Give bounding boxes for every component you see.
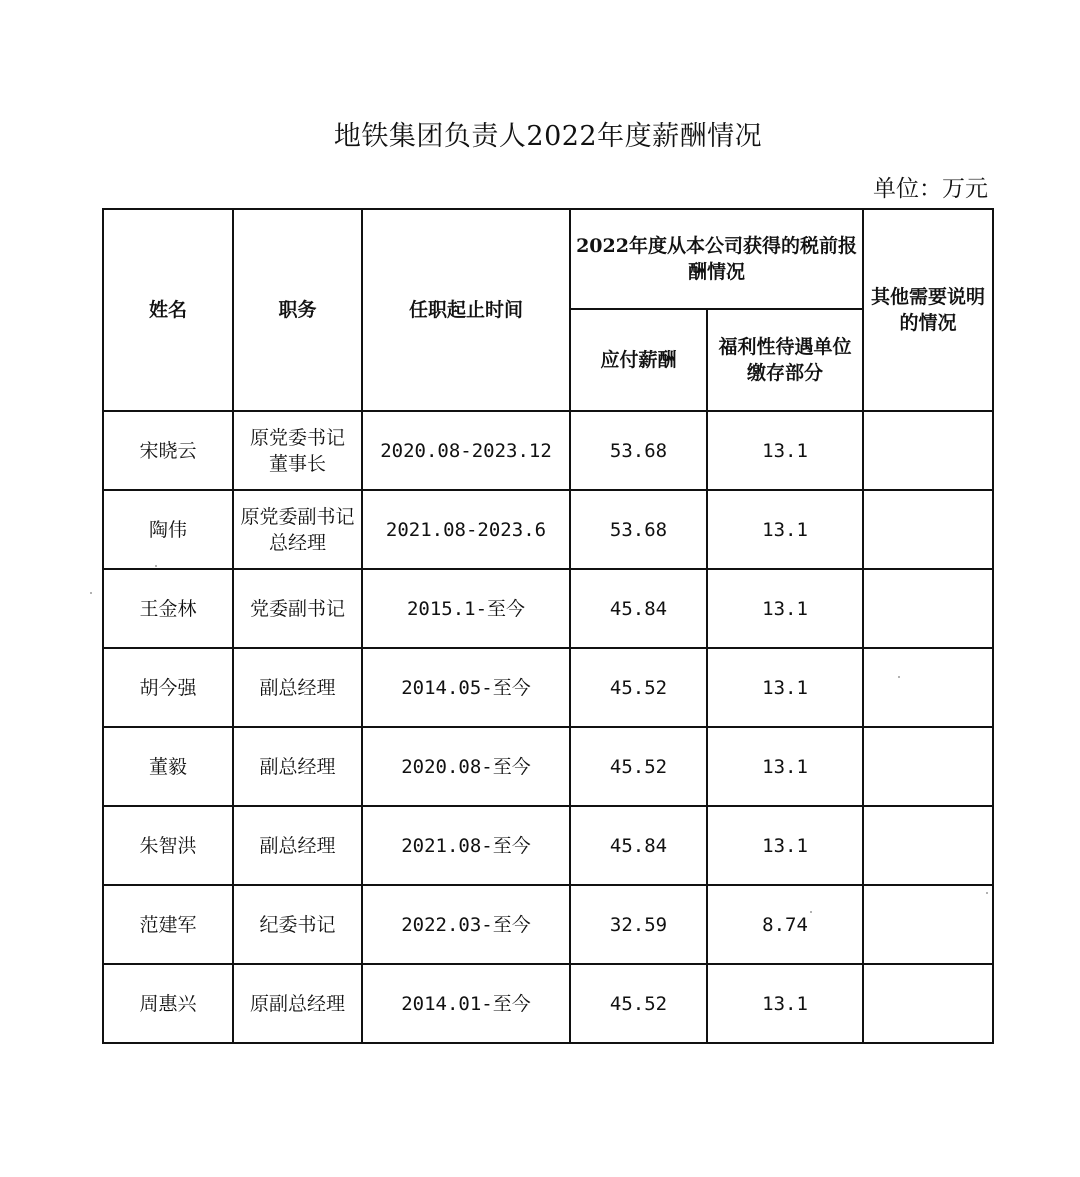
unit-label: 单位：万元 <box>873 176 988 202</box>
cell-welfare: 13.1 <box>707 411 863 490</box>
cell-remarks <box>863 411 993 490</box>
cell-remarks <box>863 806 993 885</box>
cell-position <box>233 806 362 885</box>
position-line: 董事长 <box>268 452 326 475</box>
scan-speck <box>986 892 988 894</box>
cell-name: 陶伟 <box>103 490 233 569</box>
cell-welfare: 13.1 <box>707 490 863 569</box>
table-row <box>103 411 993 490</box>
table-row <box>103 964 993 1043</box>
cell-remarks <box>863 885 993 964</box>
position-line: 副总经理 <box>259 676 336 699</box>
table-row <box>103 727 993 806</box>
cell-name: 朱智洪 <box>103 806 233 885</box>
scan-speck <box>155 565 157 567</box>
header-name: 姓名 <box>103 209 233 411</box>
cell-name: 周惠兴 <box>103 964 233 1043</box>
cell-salary: 45.84 <box>570 569 707 648</box>
cell-remarks <box>863 490 993 569</box>
table-row <box>103 806 993 885</box>
cell-position <box>233 964 362 1043</box>
cell-position <box>233 411 362 490</box>
cell-welfare: 13.1 <box>707 569 863 648</box>
cell-tenure: 2020.08-至今 <box>362 727 570 806</box>
scan-speck <box>90 592 92 594</box>
table-row <box>103 885 993 964</box>
cell-salary: 53.68 <box>570 490 707 569</box>
cell-salary: 45.52 <box>570 727 707 806</box>
document-title: 地铁集团负责人2022年度薪酬情况 <box>333 121 763 152</box>
cell-tenure: 2021.08-至今 <box>362 806 570 885</box>
header-salary-payable: 应付薪酬 <box>570 309 707 411</box>
header-row-1 <box>103 209 993 309</box>
position-line: 副总经理 <box>259 834 336 857</box>
position-line: 总经理 <box>268 531 326 554</box>
cell-welfare: 13.1 <box>707 806 863 885</box>
cell-position <box>233 490 362 569</box>
header-pretax-group: 2022年度从本公司获得的税前报酬情况 <box>570 209 863 309</box>
cell-name: 王金林 <box>103 569 233 648</box>
cell-position <box>233 648 362 727</box>
cell-salary: 45.52 <box>570 648 707 727</box>
cell-welfare: 8.74 <box>707 885 863 964</box>
cell-tenure: 2022.03-至今 <box>362 885 570 964</box>
cell-position <box>233 885 362 964</box>
header-position: 职务 <box>233 209 362 411</box>
salary-table <box>102 208 994 1044</box>
scan-speck <box>810 911 812 913</box>
cell-welfare: 13.1 <box>707 648 863 727</box>
scan-speck <box>898 676 900 678</box>
cell-salary: 53.68 <box>570 411 707 490</box>
position-line: 副总经理 <box>259 755 336 778</box>
cell-salary: 32.59 <box>570 885 707 964</box>
position-line: 原党委书记 <box>249 426 345 449</box>
cell-remarks <box>863 648 993 727</box>
cell-name: 范建军 <box>103 885 233 964</box>
cell-salary: 45.84 <box>570 806 707 885</box>
header-remarks: 其他需要说明的情况 <box>863 209 993 411</box>
cell-tenure: 2021.08-2023.6 <box>362 490 570 569</box>
table-row <box>103 569 993 648</box>
cell-remarks <box>863 727 993 806</box>
position-line: 原副总经理 <box>249 992 345 1015</box>
cell-tenure: 2020.08-2023.12 <box>362 411 570 490</box>
cell-remarks <box>863 569 993 648</box>
cell-position <box>233 727 362 806</box>
position-line: 党委副书记 <box>249 597 345 620</box>
position-line: 纪委书记 <box>259 913 336 936</box>
cell-tenure: 2014.05-至今 <box>362 648 570 727</box>
cell-name: 宋晓云 <box>103 411 233 490</box>
cell-name: 董毅 <box>103 727 233 806</box>
header-welfare: 福利性待遇单位缴存部分 <box>707 309 863 411</box>
table-row <box>103 490 993 569</box>
cell-salary: 45.52 <box>570 964 707 1043</box>
table-row <box>103 648 993 727</box>
cell-remarks <box>863 964 993 1043</box>
cell-welfare: 13.1 <box>707 964 863 1043</box>
cell-welfare: 13.1 <box>707 727 863 806</box>
header-tenure: 任职起止时间 <box>362 209 570 411</box>
cell-position <box>233 569 362 648</box>
cell-tenure: 2014.01-至今 <box>362 964 570 1043</box>
cell-tenure: 2015.1-至今 <box>362 569 570 648</box>
cell-name: 胡今强 <box>103 648 233 727</box>
table-body <box>103 411 993 1043</box>
position-line: 原党委副书记 <box>240 505 355 528</box>
